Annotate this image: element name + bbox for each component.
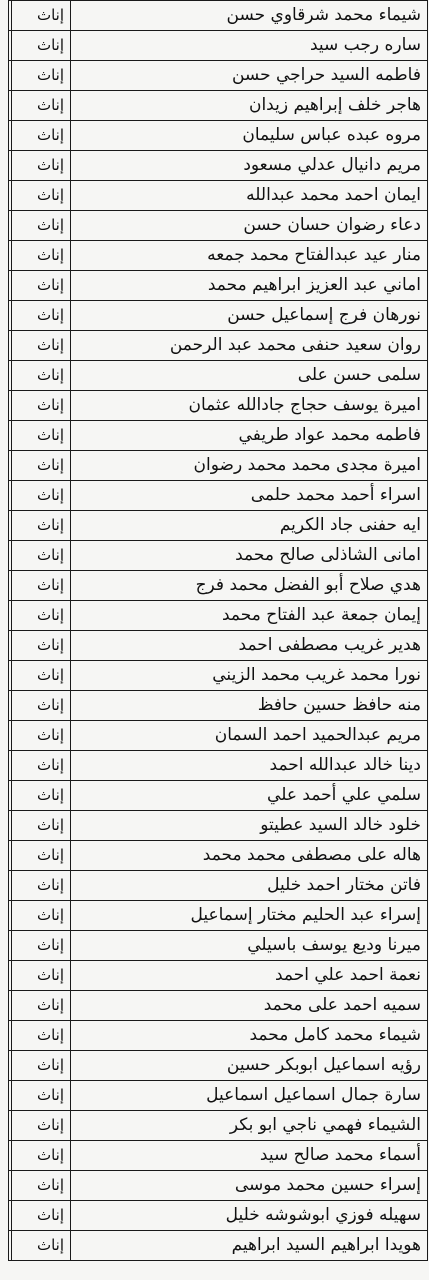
student-name-cell: مروه عبده عباس سليمان <box>71 121 428 151</box>
student-name-cell: أسماء محمد صالح سيد <box>71 1141 428 1171</box>
student-name-cell: نورهان فرج إسماعيل حسن <box>71 301 428 331</box>
table-row <box>9 361 428 391</box>
table-row <box>9 721 428 751</box>
gender-cell: إناث <box>12 961 71 991</box>
table-row <box>9 211 428 241</box>
student-name-cell: سلمي علي أحمد علي <box>71 781 428 811</box>
student-name-cell: مريم عبدالحميد احمد السمان <box>71 721 428 751</box>
student-name-cell: فاتن مختار احمد خليل <box>71 871 428 901</box>
gender-cell: إناث <box>12 1021 71 1051</box>
table-row <box>9 181 428 211</box>
table-row <box>9 61 428 91</box>
blank-cell <box>9 121 12 151</box>
student-name-cell: سلمى حسن على <box>71 361 428 391</box>
blank-cell <box>9 481 12 511</box>
gender-cell: إناث <box>12 421 71 451</box>
gender-cell: إناث <box>12 541 71 571</box>
blank-cell <box>9 751 12 781</box>
student-name-cell: هدي صلاح أبو الفضل محمد فرج <box>71 571 428 601</box>
student-name-cell: الشيماء فهمي ناجي ابو بكر <box>71 1111 428 1141</box>
student-name-cell: ساره رجب سيد <box>71 31 428 61</box>
student-name-cell: مريم دانيال عدلي مسعود <box>71 151 428 181</box>
student-name-cell: منار عيد عبدالفتاح محمد جمعه <box>71 241 428 271</box>
student-name-cell: شيماء محمد كامل محمد <box>71 1021 428 1051</box>
gender-cell: إناث <box>12 691 71 721</box>
blank-cell <box>9 361 12 391</box>
blank-cell <box>9 301 12 331</box>
table-row <box>9 781 428 811</box>
table-row <box>9 1081 428 1111</box>
table-row <box>9 931 428 961</box>
gender-cell: إناث <box>12 991 71 1021</box>
table-row <box>9 511 428 541</box>
gender-cell: إناث <box>12 841 71 871</box>
student-name-cell: هويدا ابراهيم السيد ابراهيم <box>71 1231 428 1261</box>
blank-cell <box>9 571 12 601</box>
gender-cell: إناث <box>12 871 71 901</box>
blank-cell <box>9 691 12 721</box>
blank-cell <box>9 31 12 61</box>
roster-table <box>8 0 428 1261</box>
blank-cell <box>9 511 12 541</box>
student-name-cell: شيماء محمد شرقاوي حسن <box>71 1 428 31</box>
student-name-cell: خلود خالد السيد عطيتو <box>71 811 428 841</box>
table-row <box>9 31 428 61</box>
student-name-cell: نورا محمد غريب محمد الزيني <box>71 661 428 691</box>
student-name-cell: دعاء رضوان حسان حسن <box>71 211 428 241</box>
gender-cell: إناث <box>12 1051 71 1081</box>
student-name-cell: ميرنا وديع يوسف باسيلي <box>71 931 428 961</box>
gender-cell: إناث <box>12 781 71 811</box>
blank-cell <box>9 271 12 301</box>
student-name-cell: رؤيه اسماعيل ابوبكر حسين <box>71 1051 428 1081</box>
table-row <box>9 151 428 181</box>
gender-cell: إناث <box>12 1171 71 1201</box>
gender-cell: إناث <box>12 121 71 151</box>
gender-cell: إناث <box>12 721 71 751</box>
blank-cell <box>9 241 12 271</box>
table-row <box>9 901 428 931</box>
gender-cell: إناث <box>12 151 71 181</box>
blank-cell <box>9 451 12 481</box>
table-row <box>9 1201 428 1231</box>
blank-cell <box>9 871 12 901</box>
table-row <box>9 271 428 301</box>
blank-cell <box>9 1201 12 1231</box>
gender-cell: إناث <box>12 511 71 541</box>
student-name-cell: ايمان احمد محمد عبدالله <box>71 181 428 211</box>
blank-cell <box>9 1081 12 1111</box>
blank-cell <box>9 211 12 241</box>
student-name-cell: هدير غريب مصطفى احمد <box>71 631 428 661</box>
gender-cell: إناث <box>12 391 71 421</box>
student-name-cell: هاجر خلف إبراهيم زيدان <box>71 91 428 121</box>
gender-cell: إناث <box>12 1231 71 1261</box>
table-row <box>9 91 428 121</box>
blank-cell <box>9 631 12 661</box>
student-name-cell: إسراء حسين محمد موسى <box>71 1171 428 1201</box>
gender-cell: إناث <box>12 661 71 691</box>
blank-cell <box>9 331 12 361</box>
blank-cell <box>9 61 12 91</box>
table-row <box>9 241 428 271</box>
gender-cell: إناث <box>12 481 71 511</box>
table-row <box>9 1111 428 1141</box>
blank-cell <box>9 721 12 751</box>
table-row <box>9 451 428 481</box>
blank-cell <box>9 1141 12 1171</box>
student-name-cell: دينا خالد عبدالله احمد <box>71 751 428 781</box>
table-row <box>9 391 428 421</box>
table-row <box>9 811 428 841</box>
blank-cell <box>9 1021 12 1051</box>
blank-cell <box>9 931 12 961</box>
gender-cell: إناث <box>12 301 71 331</box>
blank-cell <box>9 661 12 691</box>
student-name-cell: سارة جمال اسماعيل اسماعيل <box>71 1081 428 1111</box>
gender-cell: إناث <box>12 631 71 661</box>
student-name-cell: إيمان جمعة عبد الفتاح محمد <box>71 601 428 631</box>
table-row <box>9 751 428 781</box>
table-row <box>9 841 428 871</box>
table-row <box>9 991 428 1021</box>
blank-cell <box>9 1051 12 1081</box>
gender-cell: إناث <box>12 361 71 391</box>
gender-cell: إناث <box>12 751 71 781</box>
table-row <box>9 871 428 901</box>
student-name-cell: سهيله فوزي ابوشوشه خليل <box>71 1201 428 1231</box>
gender-cell: إناث <box>12 571 71 601</box>
blank-cell <box>9 811 12 841</box>
gender-cell: إناث <box>12 331 71 361</box>
table-row <box>9 1 428 31</box>
student-name-cell: سميه احمد على محمد <box>71 991 428 1021</box>
student-name-cell: نعمة احمد علي احمد <box>71 961 428 991</box>
table-row <box>9 331 428 361</box>
student-name-cell: اميرة يوسف حجاج جادالله عثمان <box>71 391 428 421</box>
table-row <box>9 1021 428 1051</box>
table-row <box>9 421 428 451</box>
blank-cell <box>9 391 12 421</box>
table-row <box>9 631 428 661</box>
blank-cell <box>9 601 12 631</box>
blank-cell <box>9 991 12 1021</box>
student-name-cell: روان سعيد حنفى محمد عبد الرحمن <box>71 331 428 361</box>
gender-cell: إناث <box>12 931 71 961</box>
gender-cell: إناث <box>12 601 71 631</box>
gender-cell: إناث <box>12 1 71 31</box>
blank-cell <box>9 961 12 991</box>
gender-cell: إناث <box>12 451 71 481</box>
blank-cell <box>9 151 12 181</box>
gender-cell: إناث <box>12 181 71 211</box>
student-name-cell: فاطمه السيد حراجي حسن <box>71 61 428 91</box>
blank-cell <box>9 1 12 31</box>
table-row <box>9 661 428 691</box>
table-row <box>9 121 428 151</box>
table-row <box>9 301 428 331</box>
student-name-cell: امانى الشاذلى صالح محمد <box>71 541 428 571</box>
gender-cell: إناث <box>12 271 71 301</box>
table-row <box>9 1171 428 1201</box>
blank-cell <box>9 91 12 121</box>
gender-cell: إناث <box>12 31 71 61</box>
blank-cell <box>9 541 12 571</box>
blank-cell <box>9 1111 12 1141</box>
gender-cell: إناث <box>12 1201 71 1231</box>
gender-cell: إناث <box>12 241 71 271</box>
blank-cell <box>9 421 12 451</box>
blank-cell <box>9 1231 12 1261</box>
student-name-cell: فاطمه محمد عواد طريفي <box>71 421 428 451</box>
gender-cell: إناث <box>12 211 71 241</box>
gender-cell: إناث <box>12 1111 71 1141</box>
student-name-cell: إسراء عبد الحليم مختار إسماعيل <box>71 901 428 931</box>
table-row <box>9 961 428 991</box>
blank-cell <box>9 841 12 871</box>
gender-cell: إناث <box>12 1081 71 1111</box>
gender-cell: إناث <box>12 811 71 841</box>
table-row <box>9 541 428 571</box>
table-row <box>9 1231 428 1261</box>
blank-cell <box>9 781 12 811</box>
roster-table-body <box>9 1 428 1261</box>
gender-cell: إناث <box>12 91 71 121</box>
table-row <box>9 601 428 631</box>
gender-cell: إناث <box>12 1141 71 1171</box>
student-name-cell: هاله على مصطفى محمد محمد <box>71 841 428 871</box>
student-name-cell: منه حافظ حسين حافظ <box>71 691 428 721</box>
gender-cell: إناث <box>12 61 71 91</box>
gender-cell: إناث <box>12 901 71 931</box>
table-row <box>9 691 428 721</box>
student-name-cell: اميرة مجدى محمد محمد رضوان <box>71 451 428 481</box>
blank-cell <box>9 1171 12 1201</box>
student-name-cell: اماني عبد العزيز ابراهيم محمد <box>71 271 428 301</box>
table-row <box>9 1051 428 1081</box>
table-row <box>9 571 428 601</box>
table-row <box>9 481 428 511</box>
blank-cell <box>9 181 12 211</box>
table-row <box>9 1141 428 1171</box>
student-name-cell: ايه حفنى جاد الكريم <box>71 511 428 541</box>
blank-cell <box>9 901 12 931</box>
student-name-cell: اسراء أحمد محمد حلمى <box>71 481 428 511</box>
